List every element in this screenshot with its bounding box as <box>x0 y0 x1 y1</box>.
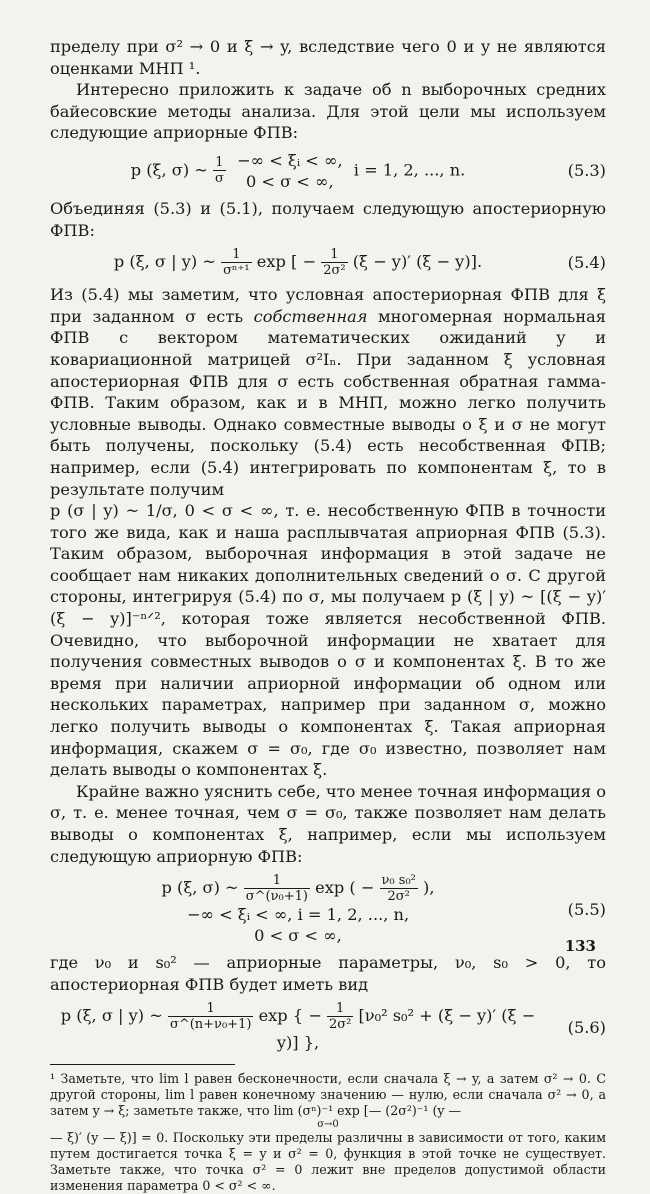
equation-5-5: p (ξ, σ) ~ $\frac{1}{\text{σ\textasciicircum{}(ν₀+1)}}$ exp ( − $\frac{\text{ν₀ s₀²}}{\text{2σ²}}$ ), −∞ < ξᵢ < ∞, i = 1, 2, ..., n, 0 < σ < ∞, (5.5) <box>161 873 606 946</box>
paragraph-posterior: где ν₀ и s₀² — априорные параметры, ν₀, s₀ > 0, то апостериорная ФПВ будет иметь вид <box>50 953 606 994</box>
fraction: $\frac{1}{\text{σ\textasciicircum{}(n+ν₀+1)}}$ <box>169 1001 252 1033</box>
equation-label: (5.6) <box>567 1017 606 1037</box>
paragraph-bayes-intro: Интересно приложить к задаче об n выборочных средних байесовские методы анализа. Для этой цели мы используем следующие априорные ФПВ: <box>50 80 606 143</box>
equation-label: (5.3) <box>567 161 606 181</box>
fraction: $\frac{1}{\text{2σ²}}$ <box>323 247 346 279</box>
footnote-limit-sub: σ→0 <box>317 1118 339 1130</box>
conditions: −∞ < ξᵢ < ∞, 0 < σ < ∞, <box>237 150 343 191</box>
footnote-line-2: — ξ)′ (y — ξ)] = 0. Поскольку эти пределы различны в зависимости от того, каким путем достигается точка ξ = y и σ² = 0, функция в этой точке не существует. Заметьте также, что точка σ² = 0 лежит вне пределов допустимой области изменения параметра 0 < σ² < ∞. <box>50 1129 606 1194</box>
paragraph-important: Крайне важно уяснить себе, что менее точная информация о σ, т. е. менее точная, чем σ = σ₀, также позволяет нам делать выводы о компонентах ξ, например, если мы используем следующую априорную ФПВ: <box>50 781 606 866</box>
equation-5-3: p (ξ, σ) ~ $\frac{1}{\sigma}$ −∞ < ξᵢ < ∞, 0 < σ < ∞, i = 1, 2, ..., n. (5.3) <box>130 150 606 191</box>
paragraph-continuation: пределу при σ² → 0 и ξ → y, вследствие чего 0 и y не являются оценками МНП ¹. <box>50 37 606 78</box>
equation-label: (5.4) <box>567 252 606 272</box>
paragraph-analysis: Из (5.4) мы заметим, что условная апостериорная ФПВ для ξ при заданном σ есть собственная многомерная нормальная ФПВ с вектором математических ожиданий y и ковариационной матрицей σ²Iₙ. При заданном ξ условная апостериорная ФПВ для σ есть собственная обратная гамма-ФПВ. Таким образом, как и в МНП, можно легко получить условные выводы. Однако совместные выводы о ξ и σ не могут быть получены, поскольку (5.4) есть несобственная ФПВ; например, если (5.4) интегрировать по компонентам ξ, то в результате получим <box>50 285 607 499</box>
equation-5-6: p (ξ, σ | y) ~ $\frac{1}{\text{σ\textasciicircum{}(n+ν₀+1)}}$ exp { − $\frac{1}{\text{2σ²}}$ [ν₀² s₀² + (ξ − y)′ (ξ − y)] }, (5.6) <box>60 1001 606 1053</box>
footnote-divider <box>50 1064 235 1065</box>
footnote <box>50 1071 606 1194</box>
equation-label: (5.5) <box>567 899 606 919</box>
fraction: $\frac{1}{\text{σⁿ⁺¹}}$ <box>223 247 250 279</box>
paragraph-analysis-cont: p (σ | y) ~ 1/σ, 0 < σ < ∞, т. е. несобственную ФПВ в точности того же вида, как и наша расплывчатая априорная ФПВ (5.3). Таким образом, выборочная информация в этой задаче не сообщает нам никаких дополнительных сведений о σ. С другой стороны, интегрируя (5.4) по σ, мы получаем p (ξ | y) ~ [(ξ − y)′ (ξ − y)]⁻ⁿᐟ², которая тоже является несобственной ФПВ. Очевидно, что выборочной информации не хватает для получения совместных выводов о σ и компонентах ξ. В то же время при наличии априорной информации об одном или нескольких параметрах, например при заданном σ, можно легко получить выводы о компонентах ξ. Такая априорная информация, скажем σ = σ₀, где σ₀ известно, позволяет нам делать выводы о компонентах ξ. <box>50 501 606 780</box>
fraction: $\frac{1}{\text{σ\textasciicircum{}(ν₀+1)}}$ <box>245 873 308 905</box>
footnote-line-1: ¹ Заметьте, что lim l равен бесконечности, если сначала ξ → y, а затем σ² → 0. С другой стороны, lim l равен конечному значению — нулю, если сначала σ² → 0, а затем y → ξ; заметьте также, что lim (σⁿ)⁻¹ exp [— (2σ²)⁻¹ (y — <box>50 1070 606 1119</box>
conditions: −∞ < ξᵢ < ∞, i = 1, 2, ..., n, 0 < σ < ∞, <box>186 905 410 946</box>
fraction: $\frac{1}{\sigma}$ <box>215 155 224 187</box>
page-body <box>50 36 606 1194</box>
equation-5-4: p (ξ, σ | y) ~ $\frac{1}{\text{σⁿ⁺¹}}$ exp [ − $\frac{1}{\text{2σ²}}$ (ξ − y)′ (ξ − y)]. (5.4) <box>113 247 606 279</box>
paragraph-combine: Объединяя (5.3) и (5.1), получаем следующую апостериорную ФПВ: <box>50 198 606 240</box>
fraction: $\frac{1}{\text{2σ²}}$ <box>328 1001 352 1033</box>
page-number: 133 <box>564 937 596 955</box>
fraction: $\frac{\text{ν₀ s₀²}}{\text{2σ²}}$ <box>381 873 416 905</box>
